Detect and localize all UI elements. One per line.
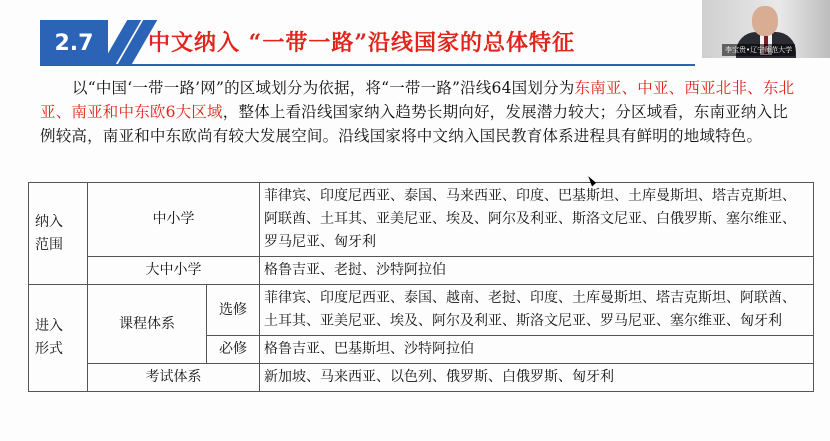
intro-text-1: 以“中国‘一带一路’网”的区域划分为依据，将“一带一路”沿线64国划分为 [72, 79, 575, 97]
row-value: 新加坡、马来西亚、以色列、俄罗斯、白俄罗斯、匈牙利 [260, 364, 814, 392]
presenter-head [752, 6, 778, 36]
sub-label: 必修 [207, 336, 260, 364]
intro-paragraph [40, 76, 800, 148]
row-value: 格鲁吉亚、老挝、沙特阿拉伯 [260, 257, 814, 285]
presenter-video [702, 0, 830, 58]
group-label-form: 进入 形式 [29, 285, 88, 392]
presenter-caption: 李宝贵•辽宁师范大学 [722, 44, 795, 56]
table-row [29, 257, 814, 285]
intro-text-2: ，整体上看沿线国家纳入趋势长期向好，发展潜力较大；分区域看，东南亚纳入比例较高，南亚和中东欧尚有较大发展空间。沿线国家将中文纳入国民教育体系进程具有鲜明的地域特色。 [40, 103, 788, 145]
row-value: 菲律宾、印度尼西亚、泰国、马来西亚、印度、巴基斯坦、土库曼斯坦、塔吉克斯坦、阿联酋、土耳其、亚美尼亚、埃及、阿尔及利亚、斯洛文尼亚、白俄罗斯、塞尔维亚、罗马尼亚、匈牙利 [260, 183, 814, 257]
section-number: 2.7 [40, 20, 108, 66]
sub-label: 选修 [207, 285, 260, 336]
slide-title: 中文纳入 “一带一路”沿线国家的总体特征 [148, 30, 575, 56]
feature-table [28, 182, 814, 392]
row-value: 格鲁吉亚、巴基斯坦、沙特阿拉伯 [260, 336, 814, 364]
row-value: 菲律宾、印度尼西亚、泰国、越南、老挝、印度、土库曼斯坦、塔吉克斯坦、阿联酋、土耳其、亚美尼亚、埃及、阿尔及利亚、斯洛文尼亚、罗马尼亚、塞尔维亚、匈牙利 [260, 285, 814, 336]
table-row [29, 183, 814, 257]
row-label: 中小学 [88, 183, 260, 257]
row-label: 考试体系 [88, 364, 260, 392]
title-underline [40, 64, 695, 66]
table-row [29, 285, 814, 336]
row-label: 课程体系 [88, 285, 207, 364]
title-bar [40, 20, 700, 66]
row-label: 大中小学 [88, 257, 260, 285]
group-label-scope: 纳入 范围 [29, 183, 88, 285]
table-row [29, 364, 814, 392]
intro-regions: 东南亚、中亚、西亚北非、东北亚、南亚和中东欧6大区域 [40, 79, 795, 121]
